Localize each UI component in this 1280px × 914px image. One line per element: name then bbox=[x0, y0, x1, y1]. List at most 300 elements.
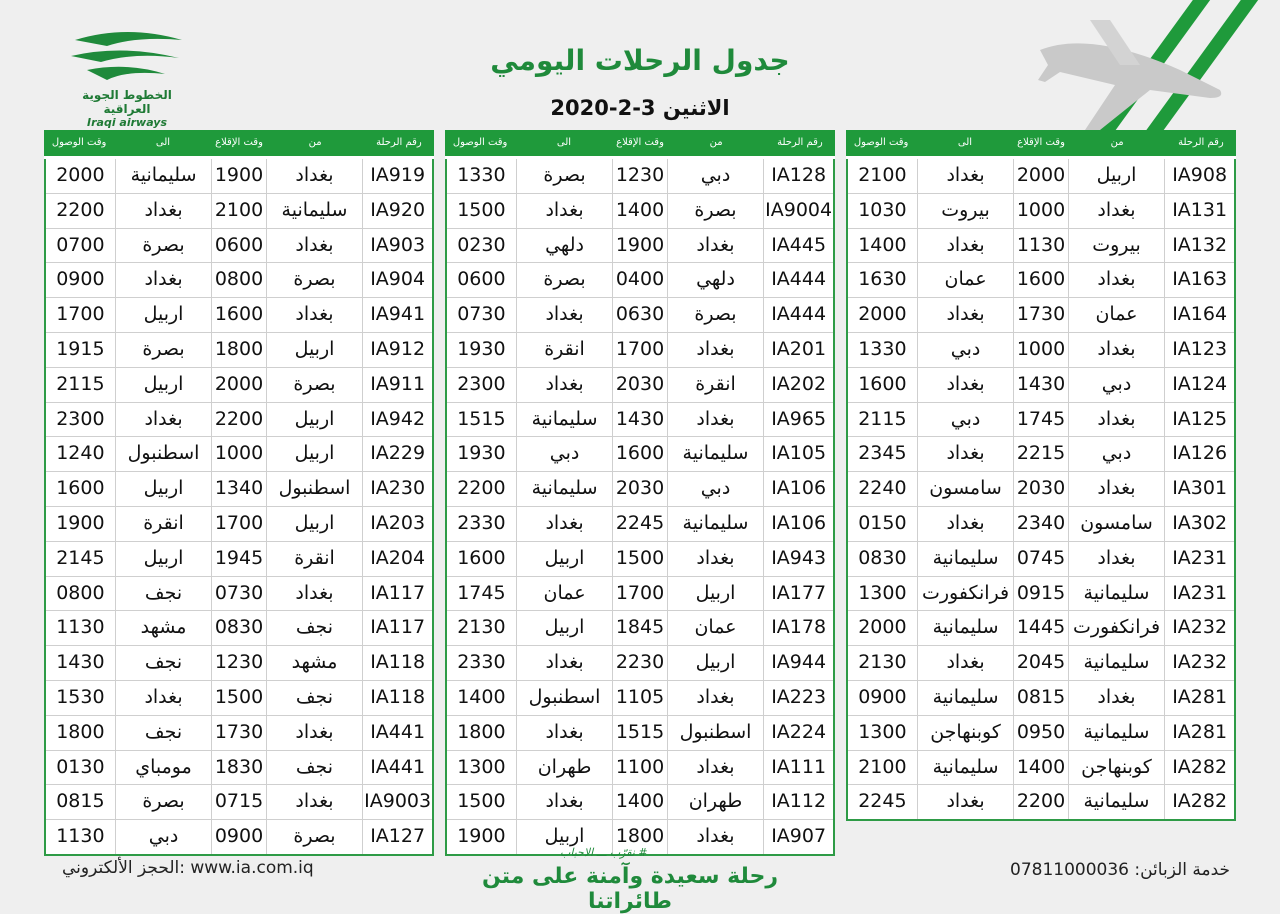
table-cell: 1000 bbox=[1013, 333, 1067, 367]
table-cell: 1600 bbox=[858, 372, 907, 395]
table-cell: 2200 bbox=[1013, 785, 1067, 819]
table-row bbox=[46, 680, 432, 715]
table-cell: 1430 bbox=[612, 403, 666, 437]
table-cell: IA178 bbox=[763, 611, 833, 645]
table-cell: بغداد bbox=[667, 542, 764, 576]
table-cell: 0400 bbox=[612, 263, 666, 297]
table-cell: بغداد bbox=[917, 159, 1014, 193]
table-cell: سليمانية bbox=[917, 751, 1014, 785]
table-cell: 1915 bbox=[56, 337, 105, 360]
column-header: من bbox=[1110, 137, 1124, 148]
table-row bbox=[848, 541, 1234, 576]
table-cell: IA131 bbox=[1164, 194, 1234, 228]
table-row bbox=[447, 506, 833, 541]
table-cell: 0900 bbox=[56, 268, 105, 291]
table-cell: 2030 bbox=[612, 472, 666, 506]
table-cell: IA128 bbox=[763, 159, 833, 193]
page-title: جدول الرحلات اليومي bbox=[490, 44, 790, 77]
table-cell: IA441 bbox=[362, 716, 432, 750]
table-cell: دبي bbox=[1068, 437, 1165, 471]
table-cell: نجف bbox=[115, 646, 212, 680]
table-cell: كوبنهاجن bbox=[1068, 751, 1165, 785]
table-cell: IA9004 bbox=[763, 194, 833, 228]
table-row bbox=[46, 332, 432, 367]
table-row bbox=[848, 471, 1234, 506]
table-cell: 2330 bbox=[457, 511, 506, 534]
table-cell: كوبنهاجن bbox=[917, 716, 1014, 750]
table-cell: سليمانية bbox=[917, 611, 1014, 645]
table-cell: اسطنبول bbox=[266, 472, 363, 506]
table-cell: 1515 bbox=[457, 407, 506, 430]
table-cell: 1700 bbox=[612, 333, 666, 367]
table-cell: 1745 bbox=[1013, 403, 1067, 437]
table-cell: IA118 bbox=[362, 681, 432, 715]
table-cell: اسطنبول bbox=[115, 437, 212, 471]
table-cell: 0800 bbox=[211, 263, 265, 297]
slogan: رحلة سعيدة وآمنة على متن طائراتنا bbox=[481, 864, 779, 914]
table-cell: سليمانية bbox=[516, 472, 613, 506]
table-row bbox=[46, 715, 432, 750]
table-cell: 1800 bbox=[612, 820, 666, 854]
table-row bbox=[848, 680, 1234, 715]
table-cell: IA282 bbox=[1164, 751, 1234, 785]
table-cell: بغداد bbox=[917, 785, 1014, 819]
table-cell: IA942 bbox=[362, 403, 432, 437]
table-cell: 1030 bbox=[858, 198, 907, 221]
table-cell: سليمانية bbox=[1068, 716, 1165, 750]
table-row bbox=[848, 367, 1234, 402]
table-cell: IA965 bbox=[763, 403, 833, 437]
table-cell: IA112 bbox=[763, 785, 833, 819]
table-cell: بغداد bbox=[917, 646, 1014, 680]
table-cell: بغداد bbox=[1068, 333, 1165, 367]
table-cell: 1600 bbox=[612, 437, 666, 471]
table-cell: 1630 bbox=[858, 268, 907, 291]
table-cell: اربيل bbox=[266, 333, 363, 367]
table-cell: عمان bbox=[667, 611, 764, 645]
table-row bbox=[46, 228, 432, 263]
table-cell: IA203 bbox=[362, 507, 432, 541]
table-cell: IA301 bbox=[1164, 472, 1234, 506]
table-cell: 1600 bbox=[1013, 263, 1067, 297]
table-row bbox=[447, 610, 833, 645]
table-cell: IA943 bbox=[763, 542, 833, 576]
table-row bbox=[46, 262, 432, 297]
table-cell: 2100 bbox=[858, 164, 907, 186]
table-cell: بغداد bbox=[917, 298, 1014, 332]
table-cell: بصرة bbox=[266, 820, 363, 854]
table-cell: 1900 bbox=[612, 229, 666, 263]
table-row bbox=[447, 784, 833, 819]
table-cell: اربيل bbox=[266, 507, 363, 541]
table-row bbox=[46, 297, 432, 332]
table-row bbox=[46, 576, 432, 611]
table-cell: 1800 bbox=[211, 333, 265, 367]
table-row bbox=[447, 193, 833, 228]
table-cell: نجف bbox=[266, 751, 363, 785]
table-cell: طهران bbox=[516, 751, 613, 785]
table-cell: بغداد bbox=[917, 229, 1014, 263]
table-cell: IA123 bbox=[1164, 333, 1234, 367]
table-cell: بغداد bbox=[516, 298, 613, 332]
table-cell: 1105 bbox=[612, 681, 666, 715]
table-cell: IA132 bbox=[1164, 229, 1234, 263]
column-header: من bbox=[308, 137, 322, 148]
table-cell: 1730 bbox=[211, 716, 265, 750]
table-cell: IA231 bbox=[1164, 542, 1234, 576]
table-cell: 1500 bbox=[457, 790, 506, 813]
table-cell: سليمانية bbox=[667, 437, 764, 471]
table-cell: IA232 bbox=[1164, 646, 1234, 680]
customer-service: خدمة الزبائن: 07811000036 bbox=[1010, 860, 1231, 880]
table-cell: 0900 bbox=[858, 685, 907, 708]
table-cell: IA907 bbox=[763, 820, 833, 854]
table-cell: 2000 bbox=[1013, 159, 1067, 193]
table-row bbox=[46, 645, 432, 680]
column-header: وقت الإقلاع bbox=[1017, 137, 1065, 148]
table-cell: 1700 bbox=[211, 507, 265, 541]
table-cell: طهران bbox=[667, 785, 764, 819]
table-cell: سامسون bbox=[917, 472, 1014, 506]
table-row bbox=[46, 159, 432, 193]
table-cell: دبي bbox=[667, 472, 764, 506]
table-cell: سليمانية bbox=[1068, 646, 1165, 680]
table-cell: IA124 bbox=[1164, 368, 1234, 402]
table-cell: اسطنبول bbox=[516, 681, 613, 715]
table-row bbox=[848, 750, 1234, 785]
table-row bbox=[46, 784, 432, 819]
table-row bbox=[848, 576, 1234, 611]
column-header: وقت الوصول bbox=[51, 137, 107, 148]
table-cell: 1930 bbox=[457, 337, 506, 360]
table-cell: 1230 bbox=[612, 159, 666, 193]
table-row bbox=[848, 297, 1234, 332]
table-cell: 1900 bbox=[56, 511, 105, 534]
table-row bbox=[447, 471, 833, 506]
table-row bbox=[46, 193, 432, 228]
table-cell: 2330 bbox=[457, 651, 506, 674]
table-cell: 1130 bbox=[1013, 229, 1067, 263]
table-cell: IA126 bbox=[1164, 437, 1234, 471]
table-cell: 1845 bbox=[612, 611, 666, 645]
table-row bbox=[447, 367, 833, 402]
table-cell: IA444 bbox=[763, 298, 833, 332]
table-cell: دبي bbox=[667, 159, 764, 193]
column-header: وقت الوصول bbox=[853, 137, 909, 148]
table-cell: نجف bbox=[115, 716, 212, 750]
table-cell: اربيل bbox=[516, 820, 613, 854]
table-cell: بصرة bbox=[115, 229, 212, 263]
table-cell: IA281 bbox=[1164, 681, 1234, 715]
table-cell: 0950 bbox=[1013, 716, 1067, 750]
table-cell: 1430 bbox=[56, 651, 105, 674]
table-cell: 1340 bbox=[211, 472, 265, 506]
table-cell: IA224 bbox=[763, 716, 833, 750]
table-cell: نجف bbox=[115, 577, 212, 611]
table-cell: 1800 bbox=[457, 720, 506, 743]
table-cell: 2130 bbox=[858, 651, 907, 674]
table-cell: بغداد bbox=[266, 785, 363, 819]
table-body bbox=[445, 159, 835, 856]
table-cell: بغداد bbox=[266, 577, 363, 611]
table-cell: بغداد bbox=[1068, 472, 1165, 506]
table-row bbox=[447, 541, 833, 576]
table-cell: IA441 bbox=[362, 751, 432, 785]
schedule-date: الاثنين 3-2-2020 bbox=[550, 96, 730, 120]
table-cell: بغداد bbox=[1068, 542, 1165, 576]
table-cell: IA204 bbox=[362, 542, 432, 576]
table-cell: 1330 bbox=[858, 337, 907, 360]
table-row bbox=[447, 576, 833, 611]
table-row bbox=[848, 228, 1234, 263]
table-row bbox=[848, 193, 1234, 228]
column-header: وقت الإقلاع bbox=[215, 137, 263, 148]
table-cell: اربيل bbox=[667, 646, 764, 680]
table-cell: 1300 bbox=[858, 581, 907, 604]
table-cell: بغداد bbox=[1068, 681, 1165, 715]
table-cell: IA127 bbox=[362, 820, 432, 854]
table-cell: IA117 bbox=[362, 577, 432, 611]
table-cell: IA106 bbox=[763, 507, 833, 541]
table-cell: 1600 bbox=[211, 298, 265, 332]
table-cell: IA912 bbox=[362, 333, 432, 367]
table-row bbox=[46, 819, 432, 854]
table-row bbox=[46, 402, 432, 437]
table-cell: 1000 bbox=[211, 437, 265, 471]
table-cell: بغداد bbox=[667, 229, 764, 263]
table-row bbox=[848, 159, 1234, 193]
table-cell: 0900 bbox=[211, 820, 265, 854]
table-cell: IA163 bbox=[1164, 263, 1234, 297]
table-cell: بغداد bbox=[667, 403, 764, 437]
table-cell: 2245 bbox=[858, 790, 907, 813]
table-cell: انقرة bbox=[115, 507, 212, 541]
table-cell: فرانكفورت bbox=[1068, 611, 1165, 645]
column-header: رقم الرحلة bbox=[1178, 137, 1224, 148]
table-cell: بغداد bbox=[266, 159, 363, 193]
table-row bbox=[848, 332, 1234, 367]
table-cell: 1230 bbox=[211, 646, 265, 680]
table-row bbox=[447, 645, 833, 680]
table-cell: بصرة bbox=[516, 159, 613, 193]
table-row bbox=[848, 506, 1234, 541]
table-cell: 2100 bbox=[211, 194, 265, 228]
table-cell: 1445 bbox=[1013, 611, 1067, 645]
table-cell: بصرة bbox=[115, 333, 212, 367]
table-cell: IA201 bbox=[763, 333, 833, 367]
table-cell: 1300 bbox=[457, 755, 506, 778]
table-cell: بغداد bbox=[1068, 263, 1165, 297]
table-cell: بغداد bbox=[115, 194, 212, 228]
table-cell: سليمانية bbox=[1068, 785, 1165, 819]
table-cell: 2145 bbox=[56, 546, 105, 569]
table-cell: IA223 bbox=[763, 681, 833, 715]
table-cell: 1500 bbox=[457, 198, 506, 221]
table-cell: 2300 bbox=[457, 372, 506, 395]
table-row bbox=[46, 436, 432, 471]
table-cell: مومباي bbox=[115, 751, 212, 785]
table-cell: دبي bbox=[917, 333, 1014, 367]
column-header: الى bbox=[556, 137, 572, 148]
table-cell: بغداد bbox=[1068, 403, 1165, 437]
table-cell: دبي bbox=[917, 403, 1014, 437]
table-cell: بغداد bbox=[516, 507, 613, 541]
booking-website: www.ia.com.iq :الحجز الألكتروني bbox=[62, 858, 314, 878]
table-cell: 1515 bbox=[612, 716, 666, 750]
table-cell: اربيل bbox=[266, 403, 363, 437]
table-cell: بغداد bbox=[516, 194, 613, 228]
table-cell: 1800 bbox=[56, 720, 105, 743]
table-cell: دبي bbox=[516, 437, 613, 471]
table-cell: نجف bbox=[266, 681, 363, 715]
table-cell: 2215 bbox=[1013, 437, 1067, 471]
table-row bbox=[447, 750, 833, 785]
table-cell: 2200 bbox=[457, 477, 506, 500]
table-cell: 2240 bbox=[858, 477, 907, 500]
table-cell: سليمانية bbox=[917, 681, 1014, 715]
table-cell: 1240 bbox=[56, 442, 105, 465]
table-cell: 2000 bbox=[56, 164, 105, 186]
table-cell: 2245 bbox=[612, 507, 666, 541]
table-cell: 1400 bbox=[858, 233, 907, 256]
table-body bbox=[846, 159, 1236, 821]
airplane-graphic bbox=[1030, 10, 1230, 140]
table-cell: بصرة bbox=[115, 785, 212, 819]
table-cell: IA118 bbox=[362, 646, 432, 680]
iraqi-airways-logo bbox=[62, 28, 192, 129]
table-cell: بصرة bbox=[266, 263, 363, 297]
table-body bbox=[44, 159, 434, 856]
table-row bbox=[46, 367, 432, 402]
column-header: الى bbox=[155, 137, 171, 148]
table-cell: 0815 bbox=[1013, 681, 1067, 715]
table-cell: IA920 bbox=[362, 194, 432, 228]
table-cell: انقرة bbox=[266, 542, 363, 576]
table-row bbox=[46, 471, 432, 506]
table-row bbox=[848, 784, 1234, 819]
table-cell: IA302 bbox=[1164, 507, 1234, 541]
table-cell: 2115 bbox=[858, 407, 907, 430]
table-cell: 0730 bbox=[211, 577, 265, 611]
table-row bbox=[447, 159, 833, 193]
logo-text-arabic: الخطوط الجوية العراقية bbox=[82, 88, 172, 116]
table-cell: 1530 bbox=[56, 685, 105, 708]
table-cell: 1830 bbox=[211, 751, 265, 785]
table-cell: بغداد bbox=[917, 507, 1014, 541]
table-cell: 2045 bbox=[1013, 646, 1067, 680]
table-cell: 2000 bbox=[211, 368, 265, 402]
table-cell: بغداد bbox=[115, 263, 212, 297]
table-cell: IA125 bbox=[1164, 403, 1234, 437]
table-cell: بصرة bbox=[667, 298, 764, 332]
table-cell: اربيل bbox=[115, 472, 212, 506]
table-cell: 1100 bbox=[612, 751, 666, 785]
table-cell: 1900 bbox=[211, 159, 265, 193]
table-cell: 0130 bbox=[56, 755, 105, 778]
table-cell: بغداد bbox=[516, 368, 613, 402]
table-cell: 1500 bbox=[612, 542, 666, 576]
table-cell: 0800 bbox=[56, 581, 105, 604]
table-cell: بغداد bbox=[1068, 194, 1165, 228]
table-cell: 2300 bbox=[56, 407, 105, 430]
table-cell: 1400 bbox=[1013, 751, 1067, 785]
column-header: وقت الإقلاع bbox=[616, 137, 664, 148]
table-cell: 1930 bbox=[457, 442, 506, 465]
table-cell: 1400 bbox=[612, 194, 666, 228]
table-cell: IA919 bbox=[362, 159, 432, 193]
table-cell: IA202 bbox=[763, 368, 833, 402]
table-cell: 2340 bbox=[1013, 507, 1067, 541]
table-cell: دبي bbox=[1068, 368, 1165, 402]
table-cell: بغداد bbox=[115, 681, 212, 715]
table-cell: IA911 bbox=[362, 368, 432, 402]
table-cell: 2200 bbox=[211, 403, 265, 437]
table-cell: بغداد bbox=[667, 751, 764, 785]
table-cell: 1700 bbox=[56, 303, 105, 326]
column-header: رقم الرحلة bbox=[777, 137, 823, 148]
table-cell: 0600 bbox=[211, 229, 265, 263]
table-cell: 0600 bbox=[457, 268, 506, 291]
table-cell: بغداد bbox=[266, 716, 363, 750]
table-header bbox=[846, 130, 1236, 159]
flight-table-1 bbox=[846, 130, 1236, 821]
table-cell: بغداد bbox=[667, 681, 764, 715]
table-cell: سليمانية bbox=[1068, 577, 1165, 611]
table-cell: 0150 bbox=[858, 511, 907, 534]
table-cell: IA281 bbox=[1164, 716, 1234, 750]
table-cell: 1600 bbox=[457, 546, 506, 569]
table-cell: سليمانية bbox=[516, 403, 613, 437]
table-cell: دلهي bbox=[667, 263, 764, 297]
table-cell: بغداد bbox=[266, 229, 363, 263]
table-cell: 1130 bbox=[56, 616, 105, 639]
table-cell: بغداد bbox=[917, 368, 1014, 402]
table-row bbox=[848, 436, 1234, 471]
hashtag-slogan: # نقرّب ـــ الاحباب bbox=[560, 846, 648, 859]
table-cell: IA117 bbox=[362, 611, 432, 645]
table-cell: 1400 bbox=[612, 785, 666, 819]
table-cell: بغداد bbox=[917, 437, 1014, 471]
table-cell: 0700 bbox=[56, 233, 105, 256]
table-cell: IA231 bbox=[1164, 577, 1234, 611]
table-cell: 2030 bbox=[612, 368, 666, 402]
table-cell: اربيل bbox=[115, 298, 212, 332]
table-row bbox=[848, 645, 1234, 680]
table-cell: مشهد bbox=[266, 646, 363, 680]
table-cell: 1430 bbox=[1013, 368, 1067, 402]
table-cell: فرانكفورت bbox=[917, 577, 1014, 611]
table-cell: نجف bbox=[266, 611, 363, 645]
table-cell: اربيل bbox=[516, 611, 613, 645]
table-cell: IA908 bbox=[1164, 159, 1234, 193]
table-row bbox=[447, 297, 833, 332]
table-cell: 2230 bbox=[612, 646, 666, 680]
table-cell: 0730 bbox=[457, 303, 506, 326]
logo-text-english: Iraqi airways bbox=[87, 116, 167, 129]
table-cell: IA9003 bbox=[362, 785, 432, 819]
table-cell: اربيل bbox=[516, 542, 613, 576]
table-row bbox=[447, 715, 833, 750]
table-cell: 1300 bbox=[858, 720, 907, 743]
table-row bbox=[848, 262, 1234, 297]
table-cell: بصرة bbox=[516, 263, 613, 297]
table-cell: بغداد bbox=[667, 333, 764, 367]
table-row bbox=[447, 332, 833, 367]
table-row bbox=[447, 680, 833, 715]
column-header: رقم الرحلة bbox=[376, 137, 422, 148]
table-cell: IA904 bbox=[362, 263, 432, 297]
table-cell: 2115 bbox=[56, 372, 105, 395]
